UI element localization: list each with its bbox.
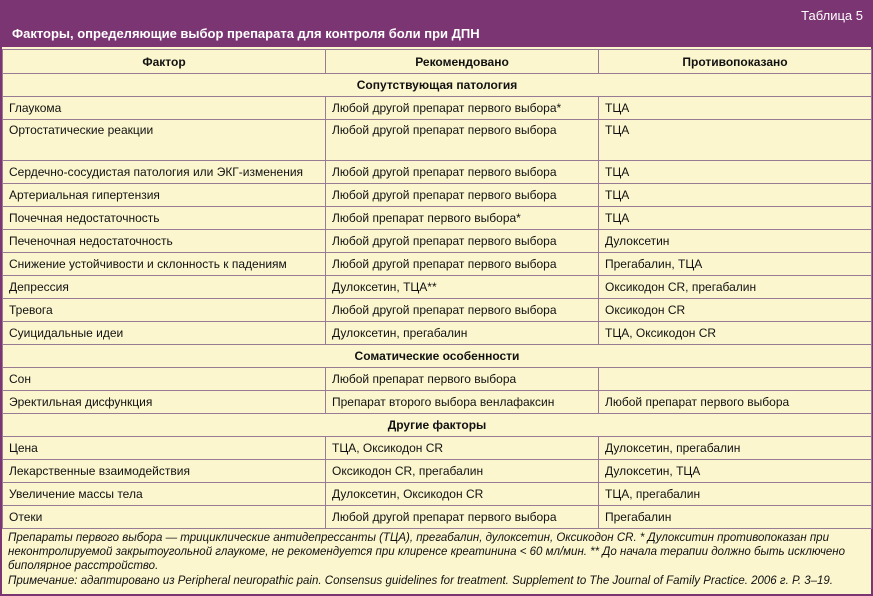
factor-cell: Глаукома — [3, 97, 326, 120]
table-row — [3, 299, 872, 322]
recommended-cell: ТЦА, Оксикодон CR — [326, 437, 599, 460]
table-row — [3, 97, 872, 120]
section-title: Соматические особенности — [3, 345, 872, 368]
recommended-cell: Любой препарат первого выбора — [326, 368, 599, 391]
factors-table — [2, 49, 872, 529]
recommended-cell: Любой другой препарат первого выбора — [326, 230, 599, 253]
recommended-cell: Любой другой препарат первого выбора — [326, 253, 599, 276]
section-row — [3, 414, 872, 437]
recommended-cell: Препарат второго выбора венлафаксин — [326, 391, 599, 414]
recommended-cell: Любой препарат первого выбора* — [326, 207, 599, 230]
factor-cell: Увеличение массы тела — [3, 483, 326, 506]
section-title: Сопутствующая патология — [3, 74, 872, 97]
factor-cell: Сердечно-сосудистая патология или ЭКГ-изменения — [3, 161, 326, 184]
contraindicated-cell: ТЦА — [599, 120, 872, 161]
recommended-cell: Дулоксетин, прегабалин — [326, 322, 599, 345]
factor-cell: Артериальная гипертензия — [3, 184, 326, 207]
factor-cell: Сон — [3, 368, 326, 391]
table-row — [3, 230, 872, 253]
table-row — [3, 437, 872, 460]
contraindicated-cell: ТЦА, прегабалин — [599, 483, 872, 506]
column-header-contraindicated: Противопоказано — [599, 50, 872, 74]
footnote-text: Препараты первого выбора — трициклические антидепрессанты (ТЦА), прегабалин, дулоксетин, Оксикодон CR. * Дулокситин противопоказан при неконтролируемой закрытоугольной глаукоме, не рекомендуется при клиренсе креатинина < 60 мл/мин. ** До начала терапии должно быть исключено биполярное расстройство. — [8, 532, 846, 573]
table-row — [3, 253, 872, 276]
factor-cell: Отеки — [3, 506, 326, 529]
table-row — [3, 391, 872, 414]
table-row — [3, 506, 872, 529]
table-footnote — [8, 531, 864, 588]
recommended-cell: Любой другой препарат первого выбора — [326, 184, 599, 207]
recommended-cell: Дулоксетин, Оксикодон CR — [326, 483, 599, 506]
contraindicated-cell: Дулоксетин, ТЦА — [599, 460, 872, 483]
column-header-factor: Фактор — [3, 50, 326, 74]
table-title: Факторы, определяющие выбор препарата для контроля боли при ДПН — [12, 26, 480, 41]
contraindicated-cell: Оксикодон CR — [599, 299, 872, 322]
recommended-cell: Любой другой препарат первого выбора — [326, 120, 599, 161]
table-row — [3, 120, 872, 161]
recommended-cell: Любой другой препарат первого выбора — [326, 161, 599, 184]
factor-cell: Цена — [3, 437, 326, 460]
contraindicated-cell: Дулоксетин — [599, 230, 872, 253]
table-row — [3, 184, 872, 207]
contraindicated-cell: Прегабалин — [599, 506, 872, 529]
recommended-cell: Оксикодон CR, прегабалин — [326, 460, 599, 483]
factor-cell: Суицидальные идеи — [3, 322, 326, 345]
factor-cell: Тревога — [3, 299, 326, 322]
table-row — [3, 460, 872, 483]
table-row — [3, 483, 872, 506]
recommended-cell: Любой другой препарат первого выбора — [326, 299, 599, 322]
source-note: Примечание: адаптировано из Peripheral neuropathic pain. Consensus guidelines for treatment. Supplement to The Journal of Family Practice. 2006 г. Р. 3–19. — [8, 574, 834, 587]
contraindicated-cell — [599, 368, 872, 391]
contraindicated-cell: Любой препарат первого выбора — [599, 391, 872, 414]
table-row — [3, 161, 872, 184]
section-row — [3, 74, 872, 97]
factor-cell: Снижение устойчивости и склонность к падениям — [3, 253, 326, 276]
factor-cell: Эректильная дисфункция — [3, 391, 326, 414]
contraindicated-cell: ТЦА — [599, 184, 872, 207]
table-row — [3, 207, 872, 230]
contraindicated-cell: Дулоксетин, прегабалин — [599, 437, 872, 460]
factor-cell: Депрессия — [3, 276, 326, 299]
contraindicated-cell: ТЦА — [599, 161, 872, 184]
recommended-cell: Дулоксетин, ТЦА** — [326, 276, 599, 299]
contraindicated-cell: ТЦА — [599, 207, 872, 230]
section-title: Другие факторы — [3, 414, 872, 437]
table-row — [3, 276, 872, 299]
factor-cell: Печеночная недостаточность — [3, 230, 326, 253]
contraindicated-cell: Оксикодон CR, прегабалин — [599, 276, 872, 299]
contraindicated-cell: ТЦА — [599, 97, 872, 120]
recommended-cell: Любой другой препарат первого выбора — [326, 506, 599, 529]
table-row — [3, 368, 872, 391]
contraindicated-cell: Прегабалин, ТЦА — [599, 253, 872, 276]
factor-cell: Почечная недостаточность — [3, 207, 326, 230]
recommended-cell: Любой другой препарат первого выбора* — [326, 97, 599, 120]
header-row — [3, 50, 872, 74]
table-row — [3, 322, 872, 345]
section-row — [3, 345, 872, 368]
factor-cell: Лекарственные взаимодействия — [3, 460, 326, 483]
table-number: Таблица 5 — [801, 8, 863, 23]
contraindicated-cell: ТЦА, Оксикодон CR — [599, 322, 872, 345]
factor-cell: Ортостатические реакции — [3, 120, 326, 161]
column-header-recommended: Рекомендовано — [326, 50, 599, 74]
table-header — [2, 2, 871, 47]
